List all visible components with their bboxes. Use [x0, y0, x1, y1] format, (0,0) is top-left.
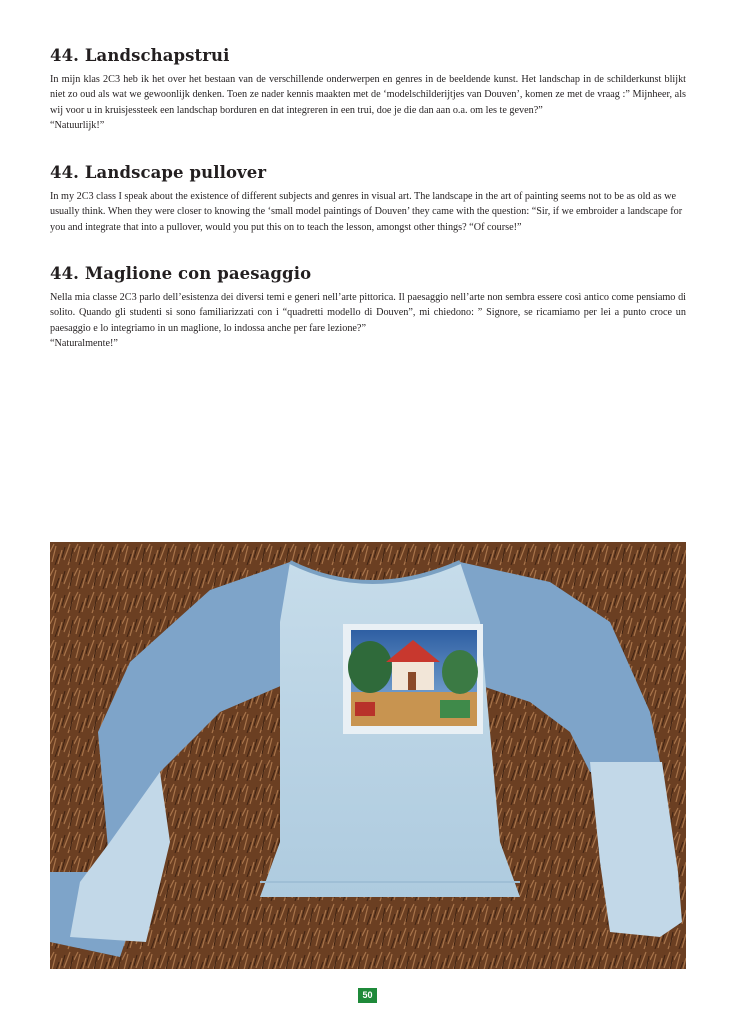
paragraph: “Naturalmente!”: [50, 337, 118, 349]
section-body: [50, 290, 686, 351]
section-title: 44. Maglione con paesaggio: [50, 264, 312, 283]
section-body: [50, 189, 686, 235]
section-italian: [50, 264, 686, 351]
sweater-photo: [50, 542, 686, 969]
section-body: [50, 72, 686, 133]
paragraph: Nella mia classe 2C3 parlo dell’esistenza dei diversi temi e generi nell’arte pittorica. Il paesaggio nell’arte non sembra essere così antico come pensiamo di solito. Quando gli studenti si sono familiarizzati con i “quadretti modello di Douven”, mi chiedono: ” Signore, se ricamiamo per lei a punto croce un paesaggio e lo integriamo in un maglione, lo indossa anche per fare lezione?”: [50, 292, 686, 334]
section-title: 44. Landscape pullover: [50, 163, 267, 182]
page-number: 50: [358, 988, 377, 1003]
paragraph: In my 2C3 class I speak about the existence of different subjects and genres in visual art. The landscape in the art of painting seems not to be as old as we usually think. When they were closer to knowing the ‘small model paintings of Douven’ they came with the question: “Sir, if we embroider a landscape for you and integrate that into a pullover, would you put this on to teach the lesson, amongst other things? “Of course!”: [50, 191, 683, 233]
section-english: [50, 163, 686, 235]
paragraph: In mijn klas 2C3 heb ik het over het bestaan van de verschillende onderwerpen en genres in de beeldende kunst. Het landschap in de schilderkunst blijkt niet zo oud als wat we gewoonlijk denken. Toen ze nader kennis maakten met de ‘modelschilderijtjes van Douven’, komen ze met de vraag :” Mijnheer, als wij voor u in kruisjessteek een landschap borduren en dat integreren in een trui, doe je die dan aan o.a. om les te geven?”: [50, 74, 686, 116]
paragraph: “Natuurlijk!”: [50, 119, 105, 131]
section-dutch: [50, 46, 686, 133]
section-title: 44. Landschapstrui: [50, 46, 230, 65]
